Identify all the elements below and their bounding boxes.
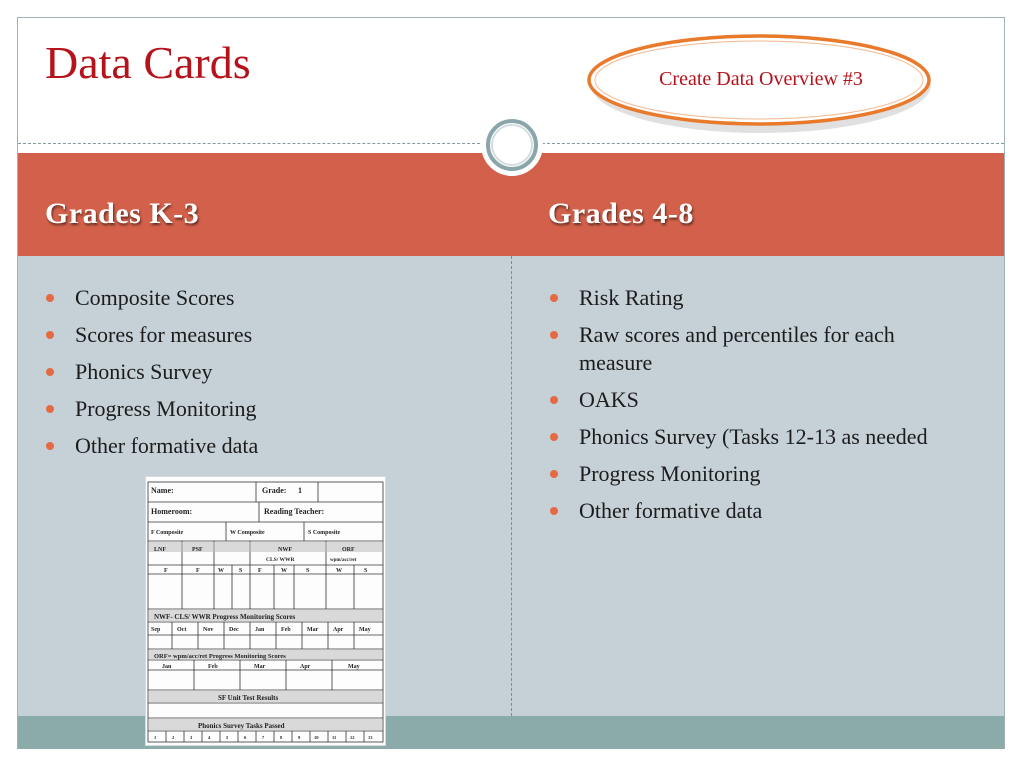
list-item xyxy=(549,386,939,414)
card-cls-wwr: CLS/ WWR xyxy=(266,557,295,563)
card-month-4: Jan xyxy=(255,627,265,633)
list-item xyxy=(45,358,485,386)
card-task-7: 7 xyxy=(262,735,265,740)
card-month-7: Apr xyxy=(333,627,344,633)
list-item-text: Progress Monitoring xyxy=(579,461,761,486)
bullet-dot-icon xyxy=(46,294,54,302)
card-w-3: W xyxy=(336,568,342,574)
list-item xyxy=(549,321,939,377)
list-item xyxy=(45,321,485,349)
card-task-4: 4 xyxy=(208,735,211,740)
card-name-label: Name: xyxy=(151,486,174,495)
bullet-dot-icon xyxy=(550,433,558,441)
bullet-dot-icon xyxy=(46,368,54,376)
card-task-10: 10 xyxy=(314,735,319,740)
card-orf-month-2: Mar xyxy=(254,664,266,670)
list-item-text: Other formative data xyxy=(75,433,259,458)
bullet-list-k3 xyxy=(45,284,485,469)
column-heading-k3: Grades K-3 xyxy=(45,197,200,230)
card-f-composite: F Composite xyxy=(151,530,184,536)
card-month-6: Mar xyxy=(307,627,319,633)
card-task-3: 3 xyxy=(190,735,193,740)
card-task-2: 2 xyxy=(172,735,175,740)
data-card-image xyxy=(146,477,385,745)
list-item-text: OAKS xyxy=(579,387,639,412)
list-item-text: Scores for measures xyxy=(75,322,253,347)
card-wpm: wpm/acc/ret xyxy=(330,558,357,563)
callout-text: Create Data Overview #3 xyxy=(659,67,863,90)
card-f-3: F xyxy=(258,568,262,574)
card-lnf: LNF xyxy=(154,547,166,553)
list-item xyxy=(549,497,939,525)
column-heading-4-8: Grades 4-8 xyxy=(548,197,694,230)
bullet-list-4-8 xyxy=(549,284,939,534)
bullet-dot-icon xyxy=(550,331,558,339)
list-item-text: Raw scores and percentiles for each measure xyxy=(579,322,895,375)
card-s-composite: S Composite xyxy=(308,530,341,536)
card-month-2: Nov xyxy=(203,627,214,633)
card-f-2: F xyxy=(196,568,200,574)
card-month-8: May xyxy=(359,627,371,633)
column-divider xyxy=(511,256,512,716)
card-s-3: S xyxy=(364,568,368,574)
card-month-0: Sep xyxy=(151,627,161,633)
list-item xyxy=(45,432,485,460)
card-nwf-pm-title: NWF- CLS/ WWR Progress Monitoring Scores xyxy=(154,613,296,621)
card-orf-month-1: Feb xyxy=(208,664,218,670)
bullet-dot-icon xyxy=(550,294,558,302)
card-orf-month-0: Jan xyxy=(162,664,172,670)
data-card-form xyxy=(146,477,385,745)
card-task-5: 5 xyxy=(226,735,229,740)
card-sf-unit-title: SF Unit Test Results xyxy=(218,694,279,702)
list-item-text: Phonics Survey xyxy=(75,359,213,384)
card-s-1: S xyxy=(239,568,243,574)
list-item xyxy=(45,284,485,312)
card-reading-teacher-label: Reading Teacher: xyxy=(264,507,325,516)
list-item xyxy=(549,284,939,312)
card-month-3: Dec xyxy=(229,627,239,633)
card-task-8: 8 xyxy=(280,735,283,740)
slide-title: Data Cards xyxy=(45,37,251,88)
bullet-dot-icon xyxy=(550,507,558,515)
card-orf-month-4: May xyxy=(348,664,360,670)
bullet-dot-icon xyxy=(550,396,558,404)
bullet-dot-icon xyxy=(550,470,558,478)
card-psf: PSF xyxy=(192,547,203,553)
card-task-11: 11 xyxy=(332,735,337,740)
card-s-2: S xyxy=(306,568,310,574)
list-item xyxy=(549,423,939,451)
bullet-dot-icon xyxy=(46,442,54,450)
callout-oval xyxy=(585,33,937,139)
card-grade-value: 1 xyxy=(298,486,302,495)
card-task-9: 9 xyxy=(298,735,301,740)
card-month-1: Oct xyxy=(177,627,187,633)
list-item-text: Composite Scores xyxy=(75,285,235,310)
card-month-5: Feb xyxy=(281,627,291,633)
card-w-1: W xyxy=(218,568,224,574)
card-w-2: W xyxy=(281,568,287,574)
card-nwf: NWF xyxy=(278,547,292,553)
card-task-1: 1 xyxy=(154,735,157,740)
bullet-dot-icon xyxy=(46,405,54,413)
card-task-12: 12 xyxy=(350,735,355,740)
card-task-13: 13 xyxy=(368,735,373,740)
list-item xyxy=(549,460,939,488)
card-w-composite: W Composite xyxy=(230,530,265,536)
circle-ornament xyxy=(479,112,545,178)
list-item-text: Phonics Survey (Tasks 12-13 as needed xyxy=(579,424,928,449)
bullet-dot-icon xyxy=(46,331,54,339)
card-grade-label: Grade: xyxy=(262,486,287,495)
card-phonics-tasks-title: Phonics Survey Tasks Passed xyxy=(198,722,285,730)
list-item-text: Progress Monitoring xyxy=(75,396,257,421)
card-orf-month-3: Apr xyxy=(300,664,311,670)
list-item-text: Other formative data xyxy=(579,498,763,523)
card-f-1: F xyxy=(164,568,168,574)
card-homeroom-label: Homeroom: xyxy=(151,507,193,516)
list-item xyxy=(45,395,485,423)
card-orf: ORF xyxy=(342,547,355,553)
list-item-text: Risk Rating xyxy=(579,285,684,310)
card-orf-pm-title: ORF= wpm/acc/ret Progress Monitoring Scores xyxy=(154,653,286,660)
card-task-6: 6 xyxy=(244,735,247,740)
